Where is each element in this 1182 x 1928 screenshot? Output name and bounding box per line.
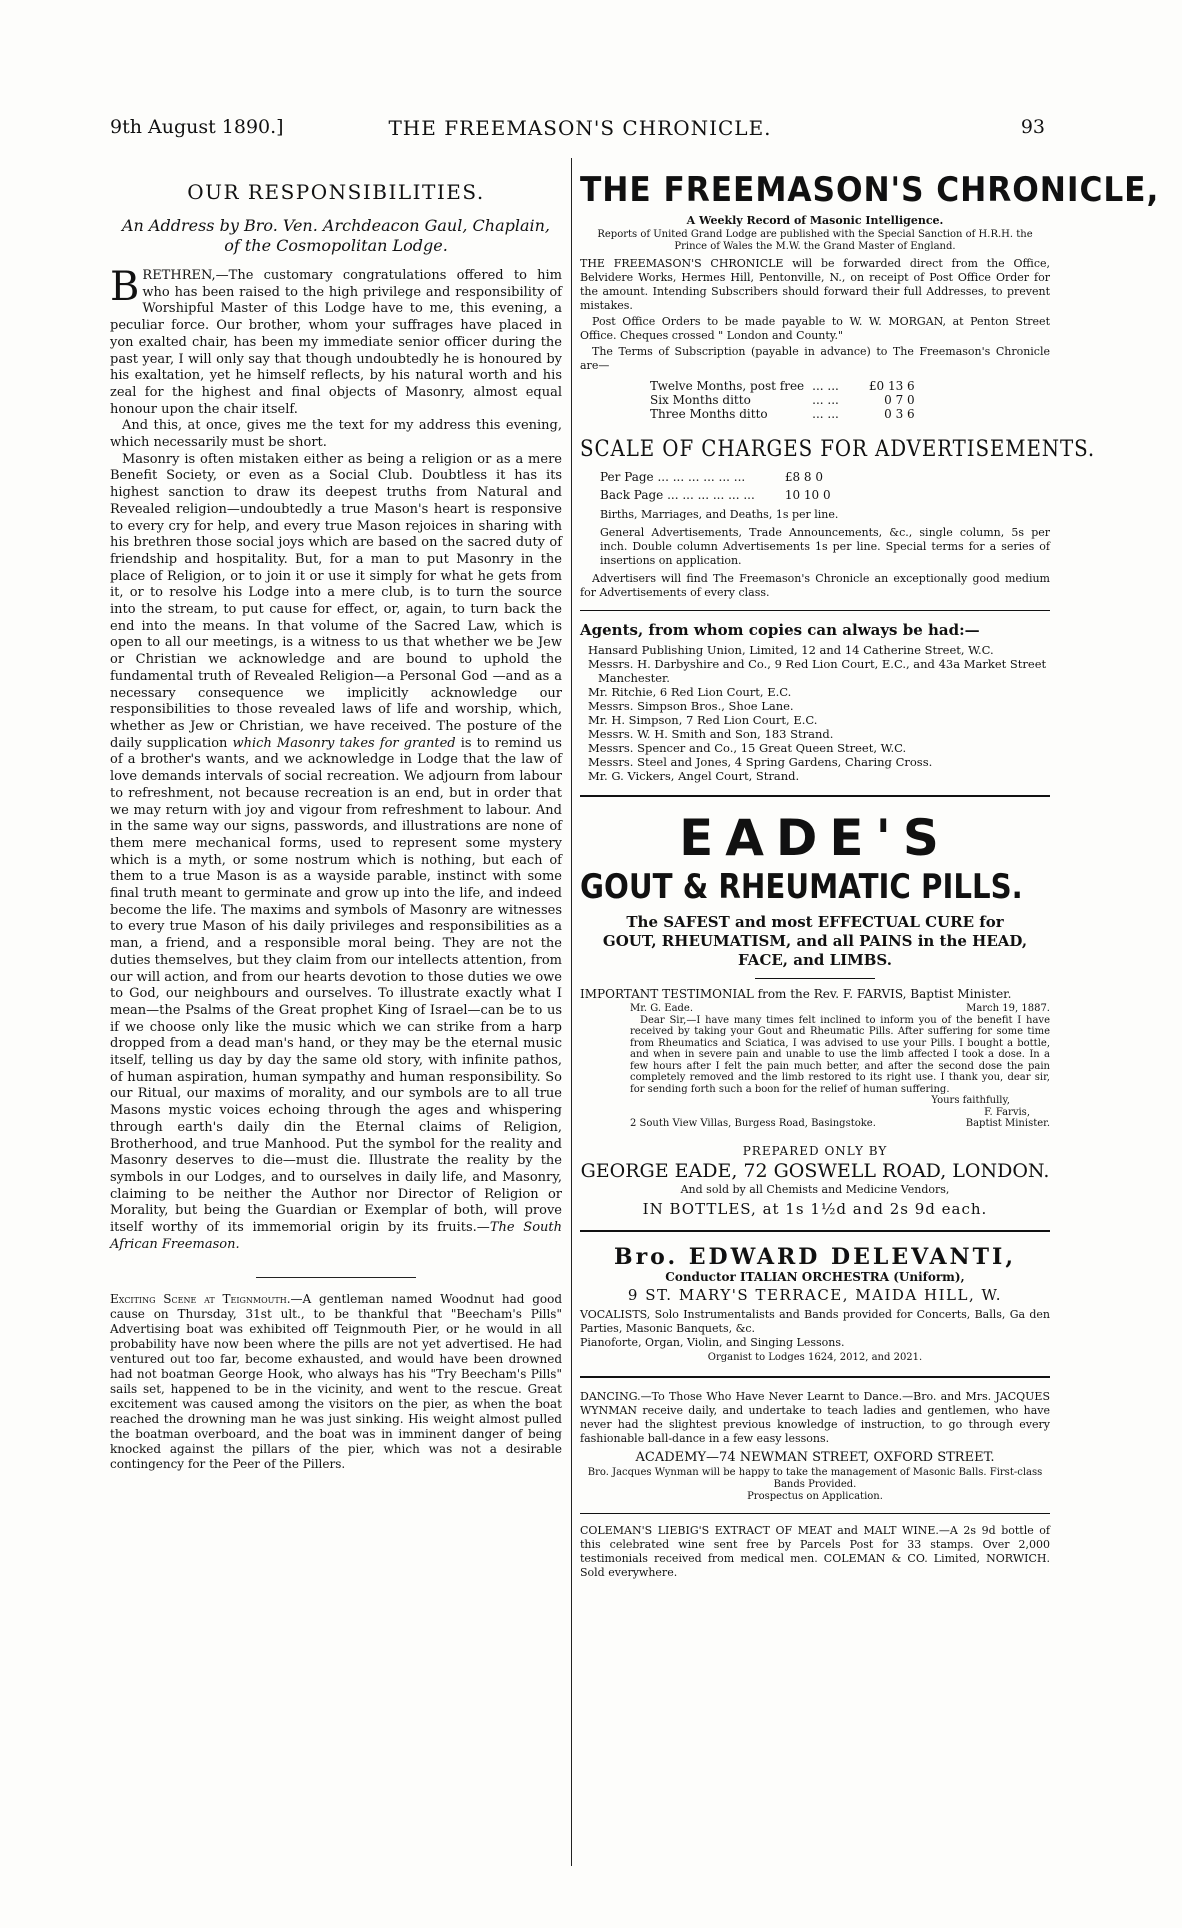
- cure-line-1: The SAFEST and most EFFECTUAL CURE for: [626, 913, 1004, 931]
- organist-line: Organist to Lodges 1624, 2012, and 2021.: [707, 1351, 923, 1363]
- coleman-ad: COLEMAN'S LIEBIG'S EXTRACT OF MEAT and MALT WINE.—A 2s 9d bottle of this celebrated wine sent free by Parcels Post for 33 stamps. Over 2,000 testimonials received from medical men. COLEMAN & CO. Limited, NORWICH. Sold everywhere.: [580, 1523, 1050, 1579]
- divider: [580, 610, 1050, 611]
- agent-item: Messrs. H. Darbyshire and Co., 9 Red Lion Court, E.C., and 43a Market Street Manchester.: [588, 657, 1047, 685]
- teignmouth-lead: Exciting Scene at Teignmouth.: [110, 1292, 291, 1307]
- agents-list: [580, 643, 1050, 783]
- subscription-row: [650, 407, 923, 421]
- charges-table: [600, 468, 831, 504]
- subscription-row: [650, 379, 923, 393]
- scale-title: SCALE OF CHARGES FOR ADVERTISEMENTS.: [580, 437, 1096, 462]
- agent-item: Mr. Ritchie, 6 Red Lion Court, E.C.: [588, 685, 792, 699]
- agents-title: Agents, from whom copies can always be had:—: [580, 621, 980, 639]
- sub-term: Three Months ditto: [650, 407, 768, 421]
- agent-item: Messrs. Simpson Bros., Shoe Lane.: [588, 699, 794, 713]
- lessons-text: Pianoforte, Organ, Violin, and Singing Lessons.: [580, 1335, 845, 1349]
- charge-price: £8 8 0: [784, 470, 823, 484]
- letter-sign-2: F. Farvis,: [984, 1106, 1030, 1118]
- prospectus-note: Prospectus on Application.: [747, 1490, 883, 1502]
- teignmouth-item: [110, 1292, 562, 1472]
- chronicle-subtitle: A Weekly Record of Masonic Intelligence.: [686, 214, 944, 227]
- paragraph-3-text-a: Masonry is often mistaken either as being a religion or as a mere Benefit Society, or even as a Social Club. Doubtless it has its highest sanction to draw its deepest truths from Natural and Revealed religion—undoubtedly a true Mason's heart is responsive to every cry for help, and every true Mason rejoices in sharing with his brethren those social joys which are based on the sacred duty of friendship and hospitality. But, for a man to put Masonry in the place of Religion, or to join it or use it simply for what he gets from it, or to resolve his Lodge into a mere club, is to turn the source into the stream, to put cause for effect, or, again, to turn back the end into the means. In that volume of the Sacred Law, which is open to all our meetings, is a witness to us that whether we be Jew or Christian we acknowledge and are bound to uphold the fundamental truth of Revealed Religion—a Personal God —and as a necessary consequence we implicitly acknowledge our responsibilities to those revealed laws of life and worship, which, whether as Jew or Christian, we have received. The posture of the daily supplication: [110, 451, 562, 751]
- article-byline: [110, 216, 562, 256]
- testimonial-heading: IMPORTANT TESTIMONIAL from the Rev. F. FARVIS, Baptist Minister.: [580, 987, 1012, 1001]
- general-rate: General Advertisements, Trade Announcements, &c., single column, 5s per inch. Double column Advertisements 1s per line. Special terms for a series of insertions on application.: [600, 526, 1050, 567]
- delevanti-title: Bro. EDWARD DELEVANTI,: [614, 1243, 1016, 1270]
- paragraph-2: And this, at once, gives me the text for my address this evening, which necessarily must be short.: [110, 418, 562, 451]
- bottles-price: IN BOTTLES, at 1s 1½d and 2s 9d each.: [642, 1199, 988, 1218]
- letter-body: Dear Sir,—I have many times felt inclined to inform you of the benefit I have received by taking your Gout and Rheumatic Pills. After suffering for some time from Rheumatics and Sciatica, I was advised to use your Pills. I bought a bottle, and when in severe pain and unable to use the limb affected I took a dose. In a few hours after I felt the pain much better, and after the second dose the pain completely removed and the limb restored to its right use. I thank you, dear sir, for sending forth such a boon for the relief of human suffering.: [630, 1014, 1050, 1095]
- chronicle-payment: Post Office Orders to be made payable to W. W. MORGAN, at Penton Street Office. Cheques crossed " London and County.": [580, 315, 1050, 342]
- article-body: [110, 264, 562, 1253]
- charge-item: Back Page ... ... ... ... ... ...: [600, 488, 755, 502]
- divider: [580, 1376, 1050, 1378]
- byline-line-1: An Address by Bro. Ven. Archdeacon Gaul, Chaplain,: [121, 216, 551, 235]
- paragraph-1: [110, 264, 562, 418]
- births-rate: Births, Marriages, and Deaths, 1s per line.: [600, 508, 839, 521]
- divider: [755, 978, 875, 979]
- testimonial-letter: [580, 1003, 1050, 1130]
- teignmouth-body: —A gentleman named Woodnut had good cause on Thursday, 31st ult., to be thankful that "Beecham's Pills" Advertising boat was exhibited off Teignmouth Pier, or he would in all probability have now been where the pills are not yet advertised. He had ventured out too far, become exhausted, and would have been drowned had not boatman George Hook, who always has his "Try Beecham's Pills" sails set, happened to be in the vicinity, and went to the rescue. Great excitement was caused among the visitors on the pier, as when the boat reached the drowning man he was just sinking. His weight almost pulled the boatman overboard, and the boat was in imminent danger of being knocked against the pillars of the pier, which was not a desirable contingency for the Peer of the Pillers.: [110, 1292, 563, 1472]
- chronicle-masthead: THE FREEMASON'S CHRONICLE,: [580, 170, 1160, 210]
- letter-address: 2 South View Villas, Burgess Road, Basingstoke.: [630, 1118, 876, 1129]
- letter-sign-1: Yours faithfully,: [931, 1095, 1010, 1106]
- sub-price: £0 13 6: [868, 379, 915, 393]
- terrace-address: 9 ST. MARY'S TERRACE, MAIDA HILL, W.: [627, 1285, 1003, 1304]
- paragraph-3: [110, 452, 562, 1254]
- prepared-by: PREPARED ONLY BY: [742, 1143, 888, 1158]
- agent-item: Messrs. Spencer and Co., 15 Great Queen Street, W.C.: [588, 741, 907, 755]
- subscription-row: [650, 393, 923, 407]
- agent-item: Mr. H. Simpson, 7 Red Lion Court, E.C.: [588, 713, 818, 727]
- vocalists-text: VOCALISTS, Solo Instrumentalists and Bands provided for Concerts, Balls, Ga den Parties, Masonic Banquets, &c.: [580, 1307, 1050, 1335]
- page-number: 93: [1020, 116, 1045, 138]
- eades-title: EADE'S: [679, 809, 951, 867]
- right-column: [580, 170, 1160, 1580]
- charge-price: 10 10 0: [784, 488, 831, 502]
- charge-item: Per Page ... ... ... ... ... ...: [600, 470, 746, 484]
- sub-term: Six Months ditto: [650, 393, 751, 407]
- divider: [580, 1513, 1050, 1514]
- byline-line-2: of the Cosmopolitan Lodge.: [224, 236, 448, 255]
- agent-item: Messrs. W. H. Smith and Son, 183 Strand.: [588, 727, 834, 741]
- dancing-text: DANCING.—To Those Who Have Never Learnt to Dance.—Bro. and Mrs. JACQUES WYNMAN receive daily, and undertake to teach ladies and gentlemen, who have never had the slightest previous knowledge of instruction, to go through every fashionable ball-dance in a few easy lessons.: [580, 1389, 1050, 1445]
- charge-row: [600, 468, 831, 486]
- cure-line-2: GOUT, RHEUMATISM, and all PAINS in the HEAD, FACE, and LIMBS.: [602, 932, 1028, 969]
- gout-pills-title: GOUT & RHEUMATIC PILLS.: [580, 867, 1023, 907]
- agent-item: Mr. G. Vickers, Angel Court, Strand.: [588, 769, 800, 783]
- letter-role: Baptist Minister.: [965, 1118, 1050, 1129]
- chronicle-reports: Reports of United Grand Lodge are published with the Special Sanction of H.R.H. the Prince of Wales the M.W. the Grand Master of England.: [597, 229, 1033, 252]
- wynman-note: Bro. Jacques Wynman will be happy to take the management of Masonic Balls. First-class Bands Provided.: [587, 1466, 1043, 1490]
- letter-footer: [630, 1118, 1050, 1130]
- left-column: [110, 170, 562, 1472]
- chronicle-delivery: THE FREEMASON'S CHRONICLE will be forwarded direct from the Office, Belvidere Works, Hermes Hill, Pentonville, N., on receipt of Post Office Order for the amount. Intending Subscribers should forward their full Addresses, to prevent mistakes.: [580, 257, 1050, 312]
- sub-price: 0 7 0: [884, 393, 915, 407]
- eade-address: GEORGE EADE, 72 GOSWELL ROAD, LONDON.: [580, 1159, 1050, 1182]
- running-title: THE FREEMASON'S CHRONICLE.: [388, 116, 772, 140]
- paragraph-3-text-b: is to remind us of a brother's wants, and we acknowledge in Lodge that the law of love demands intervals of social recreation. We adjourn from labour to refreshment, not because recreation is an end, but in order that we may return with joy and vigour from refreshment to labour. And in the same way our signs, passwords, and illustrations are none of them mere mechanical forms, used to represent some mystery which is a myth, or some nostrum which is nothing, but each of them to a true Mason is as a wayside parable, instinct with some final truth meant to germinate and grow up into the life, and indeed become the life. The maxims and symbols of Masonry are witnesses to every true Mason of his daily privileges and responsibilities as a man, a friend, and a responsible moral being. They are not the duties themselves, but they claim from our intellects attention, from our will action, and from our hearts devotion to those duties we owe to God, our neighbours and ourselves. To illustrate exactly what I mean—the Psalms of the Great prophet King of Israel—can be to us if we choose only like the music which we can strike from a harp dropped from a dead man's hand, or they may be the eternal music itself, telling us day by day the same old story, with infinite pathos, of human aspiration, human sympathy and human responsibility. So our Ritual, our maxims of morality, and our symbols are to all true Masons mystic voices echoing through the ages and whispering through earth's daily din the Eternal claims of Religion, Brotherhood, and true Manhood. Put the symbol for the reality and Masonry deserves to die—must die. Illustrate the reality by the symbols in our Lodges, and to ourselves in daily life, and Masonry, claiming to be neither the Author nor Director of Religion or Morality, but being the Guardian or Exemplar of both, will prove itself worthy of its immemorial origin by its fruits.—: [110, 735, 562, 1236]
- issue-date: 9th August 1890.]: [110, 116, 284, 138]
- running-header: [110, 116, 1045, 144]
- letter-header: [630, 1003, 1050, 1015]
- academy-address: ACADEMY—74 NEWMAN STREET, OXFORD STREET.: [635, 1449, 995, 1465]
- divider: [580, 1230, 1050, 1232]
- letter-to: Mr. G. Eade.: [630, 1003, 694, 1014]
- sub-term: Twelve Months, post free: [650, 379, 805, 393]
- article-source: The South African Freemason.: [110, 1220, 562, 1252]
- sub-dots: ... ...: [812, 379, 839, 393]
- article-title: OUR RESPONSIBILITIES.: [187, 180, 485, 204]
- chronicle-terms: The Terms of Subscription (payable in advance) to The Freemason's Chronicle are—: [580, 345, 1050, 372]
- sub-price: 0 3 6: [884, 407, 915, 421]
- agent-item: Hansard Publishing Union, Limited, 12 and 14 Catherine Street, W.C.: [588, 643, 994, 657]
- drop-cap: B: [110, 264, 140, 310]
- paragraph-1-text: RETHREN,—The customary congratulations offered to him who has been raised to the high privilege and responsibility of Worshipful Master of this Lodge have to me, this evening, a peculiar force. Our brother, whom your suffrages have placed in yon exalted chair, has been my immediate senior officer during the past year, I will only say that though undoubtedly he is honoured by his exaltation, yet he himself reflects, by his natural worth and his zeal for the highest and final objects of Masonry, almost equal honour upon the chair itself.: [110, 268, 562, 417]
- subscription-table: [650, 379, 923, 421]
- advertisers-note: Advertisers will find The Freemason's Chronicle an exceptionally good medium for Advertisements of every class.: [580, 572, 1050, 599]
- sold-by: And sold by all Chemists and Medicine Vendors,: [680, 1182, 950, 1196]
- agent-item: Messrs. Steel and Jones, 4 Spring Gardens, Charing Cross.: [588, 755, 933, 769]
- divider: [580, 795, 1050, 797]
- paragraph-3-italic: which Masonry takes for granted: [232, 735, 456, 751]
- charge-row: [600, 486, 831, 504]
- conductor-line: Conductor ITALIAN ORCHESTRA (Uniform),: [665, 1269, 965, 1284]
- sub-dots: ... ...: [812, 407, 839, 421]
- divider: [256, 1277, 416, 1278]
- sub-dots: ... ...: [812, 393, 839, 407]
- letter-date: March 19, 1887.: [966, 1003, 1050, 1014]
- column-rule: [571, 158, 572, 1866]
